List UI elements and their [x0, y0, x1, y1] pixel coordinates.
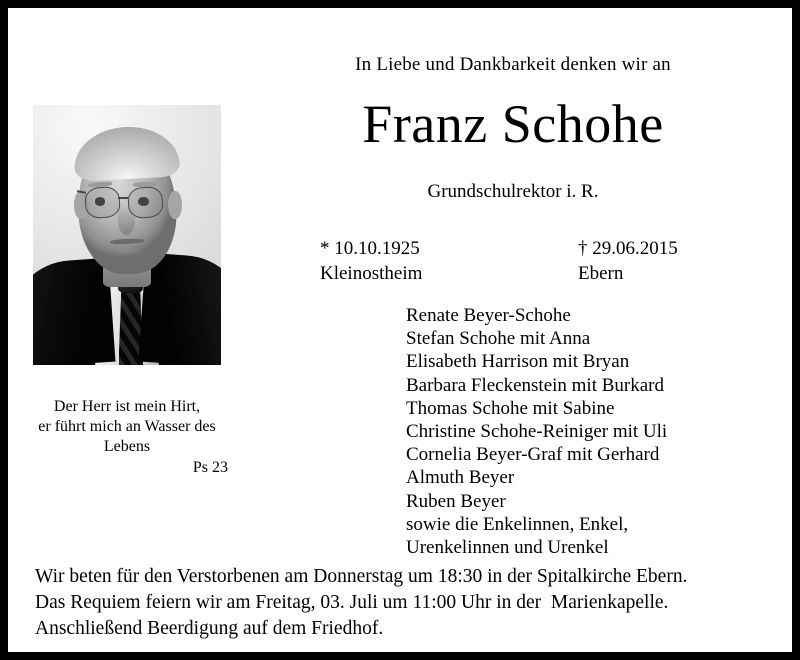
survivors-list [406, 304, 776, 559]
list-item: Ruben Beyer [406, 490, 506, 512]
list-item: Christine Schohe-Reiniger mit Uli [406, 421, 668, 443]
list-item: Renate Beyer-Schohe [406, 305, 571, 326]
obituary-card-inner [8, 8, 792, 652]
list-item: Urenkelinnen und Urenkel [406, 537, 609, 559]
photo-ear-right [168, 191, 181, 220]
list-item: Almuth Beyer [406, 467, 515, 489]
list-item: Elisabeth Harrison mit Bryan [406, 351, 630, 373]
service-details [35, 564, 775, 642]
psalm-line-2: er führt mich an Wasser des Lebens [38, 418, 216, 455]
photo-eyeglass-left [84, 186, 121, 219]
psalm-quote [20, 397, 234, 478]
death-date: † 29.06.2015 [578, 238, 678, 259]
death-place: Ebern [578, 263, 624, 285]
portrait-photo [33, 105, 221, 365]
service-line-3: Anschließend Beerdigung auf dem Friedhof. [35, 618, 384, 639]
birth-date: * 10.10.1925 [320, 238, 420, 259]
list-item: Barbara Fleckenstein mit Burkard [406, 374, 665, 396]
list-item: Cornelia Beyer-Graf mit Gerhard [406, 444, 660, 466]
service-line-1: Wir beten für den Verstorbenen am Donnerstag um 18:30 in der Spitalkirche Ebern. [35, 566, 688, 587]
photo-nose [118, 204, 135, 235]
portrait-photo-image [33, 105, 221, 365]
service-line-2: Das Requiem feiern wir am Freitag, 03. Juli um 11:00 Uhr in der Marienkapelle. [35, 592, 669, 613]
intro-text: In Liebe und Dankbarkeit denken wir an [355, 54, 671, 75]
psalm-reference: Ps 23 [192, 459, 228, 476]
list-item: Thomas Schohe mit Sabine [406, 397, 615, 419]
photo-eyeglass-bridge [118, 197, 128, 199]
deceased-role: Grundschulrektor i. R. [427, 181, 599, 202]
list-item: sowie die Enkelinnen, Enkel, [406, 513, 629, 535]
deceased-name: Franz Schohe [362, 94, 664, 154]
psalm-line-1: Der Herr ist mein Hirt, [53, 398, 201, 415]
life-dates [320, 236, 740, 286]
death-block [578, 236, 678, 286]
birth-block [320, 236, 578, 286]
list-item: Stefan Schohe mit Anna [406, 328, 591, 350]
birth-place: Kleinostheim [320, 263, 423, 285]
